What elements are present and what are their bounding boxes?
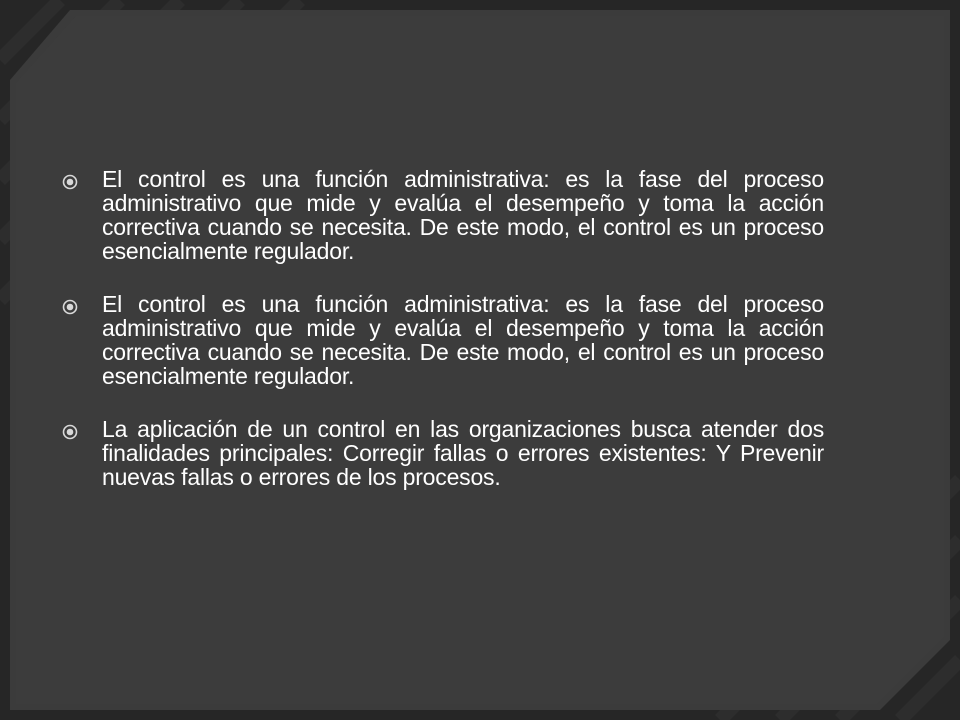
list-item	[62, 417, 824, 489]
bullet-text: El control es una función administrativa: es la fase del proceso administrativo que mide y evalúa el desempeño y toma la acción correctiva cuando se necesita. De este modo, el control es un proceso esencialmente regulador.	[102, 166, 824, 264]
target-circle-icon	[62, 292, 102, 320]
bullet-list	[62, 167, 824, 518]
bullet-text: La aplicación de un control en las organizaciones busca atender dos finalidades principales: Corregir fallas o errores existentes: Y Prevenir nuevas fallas o errores de los procesos.	[102, 416, 824, 490]
list-item	[62, 167, 824, 263]
list-item	[62, 292, 824, 388]
bullet-text: El control es una función administrativa: es la fase del proceso administrativo que mide y evalúa el desempeño y toma la acción correctiva cuando se necesita. De este modo, el control es un proceso esencialmente regulador.	[102, 291, 824, 389]
target-circle-icon	[62, 417, 102, 445]
target-circle-icon	[62, 167, 102, 195]
